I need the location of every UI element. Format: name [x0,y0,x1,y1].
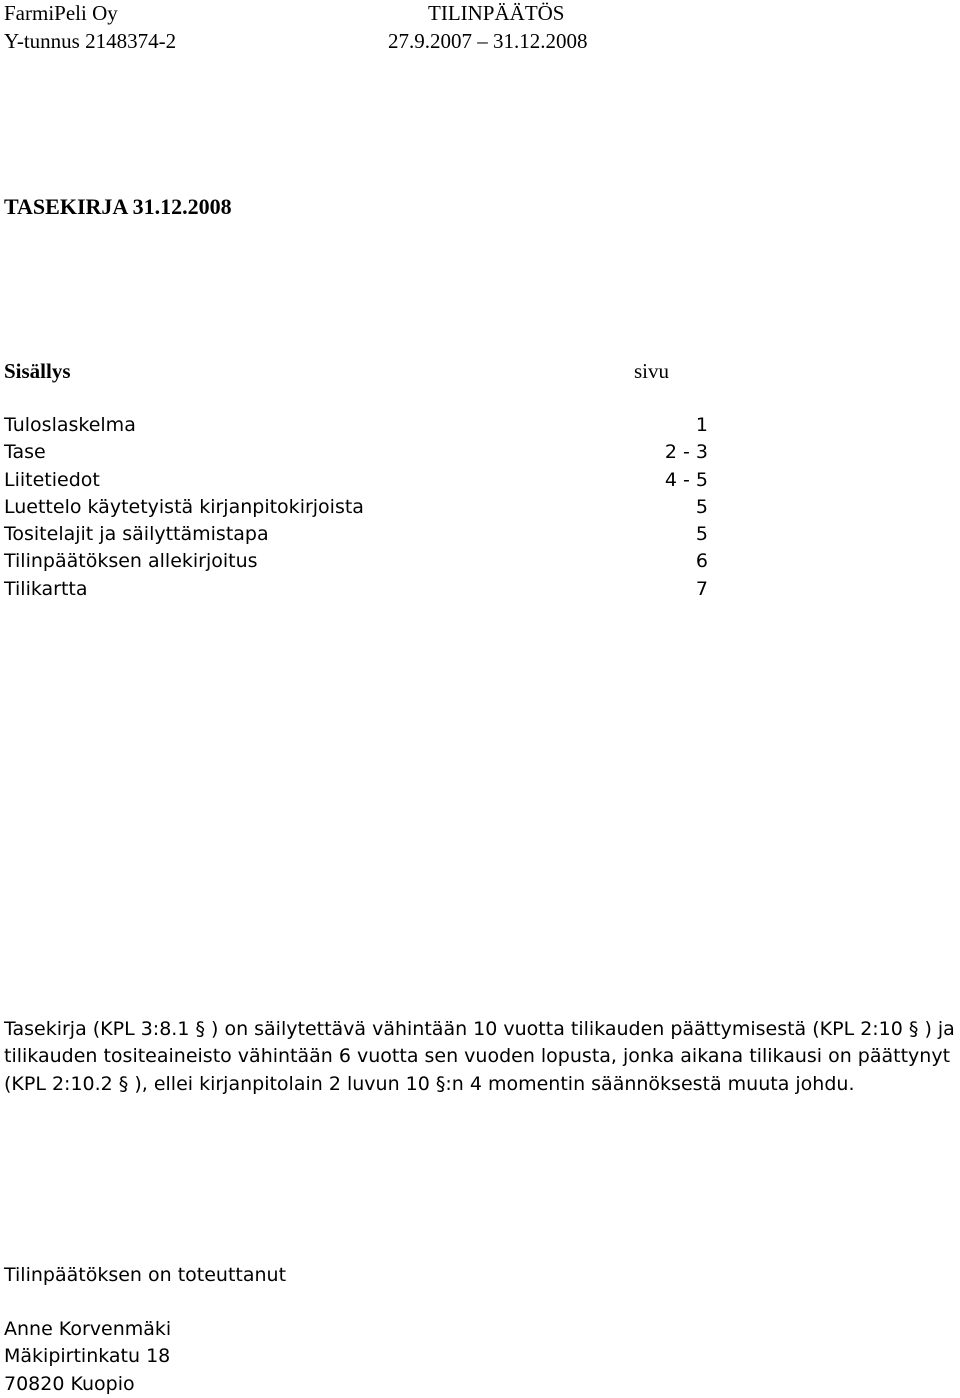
toc-item-label: Liitetiedot [4,468,100,491]
toc-item-label: Luettelo käytetyistä kirjanpitokirjoista [4,495,364,518]
toc-item-label: Tilinpäätöksen allekirjoitus [4,550,258,573]
prepared-by-label: Tilinpäätöksen on toteuttanut [4,1264,287,1286]
toc-item-page: 5 [695,523,708,546]
table-of-contents [4,412,708,603]
toc-item-label: Tuloslaskelma [4,414,136,436]
toc-item-label: Tase [4,441,46,464]
page-title: TASEKIRJA 31.12.2008 [4,194,232,219]
toc-item [4,494,708,521]
toc-item [4,548,708,575]
company-name: FarmiPeli Oy [4,1,118,25]
toc-item [4,576,708,603]
toc-item [4,439,708,466]
contents-heading: Sisällys [4,359,71,383]
toc-item [4,412,708,439]
toc-item-label: Tilikartta [4,577,88,600]
fiscal-period: 27.9.2007 – 31.12.2008 [388,29,588,53]
toc-item-page: 2 - 3 [664,441,708,464]
contents-page-heading: sivu [634,359,670,383]
business-id: Y-tunnus 2148374-2 [4,29,177,53]
retention-note-line: tilikauden tositeaineisto vähintään 6 vuotta sen vuoden lopusta, jonka aikana tilikausi on päättynyt [4,1045,951,1068]
document-title: TILINPÄÄTÖS [428,1,565,25]
toc-item-page: 1 [695,414,708,436]
toc-item-page: 7 [695,577,708,600]
toc-item-page: 5 [695,495,708,518]
toc-item-label: Tositelajit ja säilyttämistapa [4,523,269,546]
retention-note [4,1016,960,1098]
toc-item-page: 6 [695,550,708,573]
retention-note-line: (KPL 2:10.2 § ), ellei kirjanpitolain 2 luvun 10 §:n 4 momentin säännöksestä muuta johdu. [4,1072,855,1095]
toc-item-page: 4 - 5 [664,468,708,491]
preparer-name: Anne Korvenmäki [4,1318,172,1340]
preparer-street: Mäkipirtinkatu 18 [4,1345,171,1367]
preparer-city: 70820 Kuopio [4,1373,135,1395]
retention-note-line: Tasekirja (KPL 3:8.1 § ) on säilytettävä vähintään 10 vuotta tilikauden päättymisestä (KPL 2:10 § ) ja [4,1018,955,1040]
toc-item [4,521,708,548]
toc-item [4,467,708,494]
